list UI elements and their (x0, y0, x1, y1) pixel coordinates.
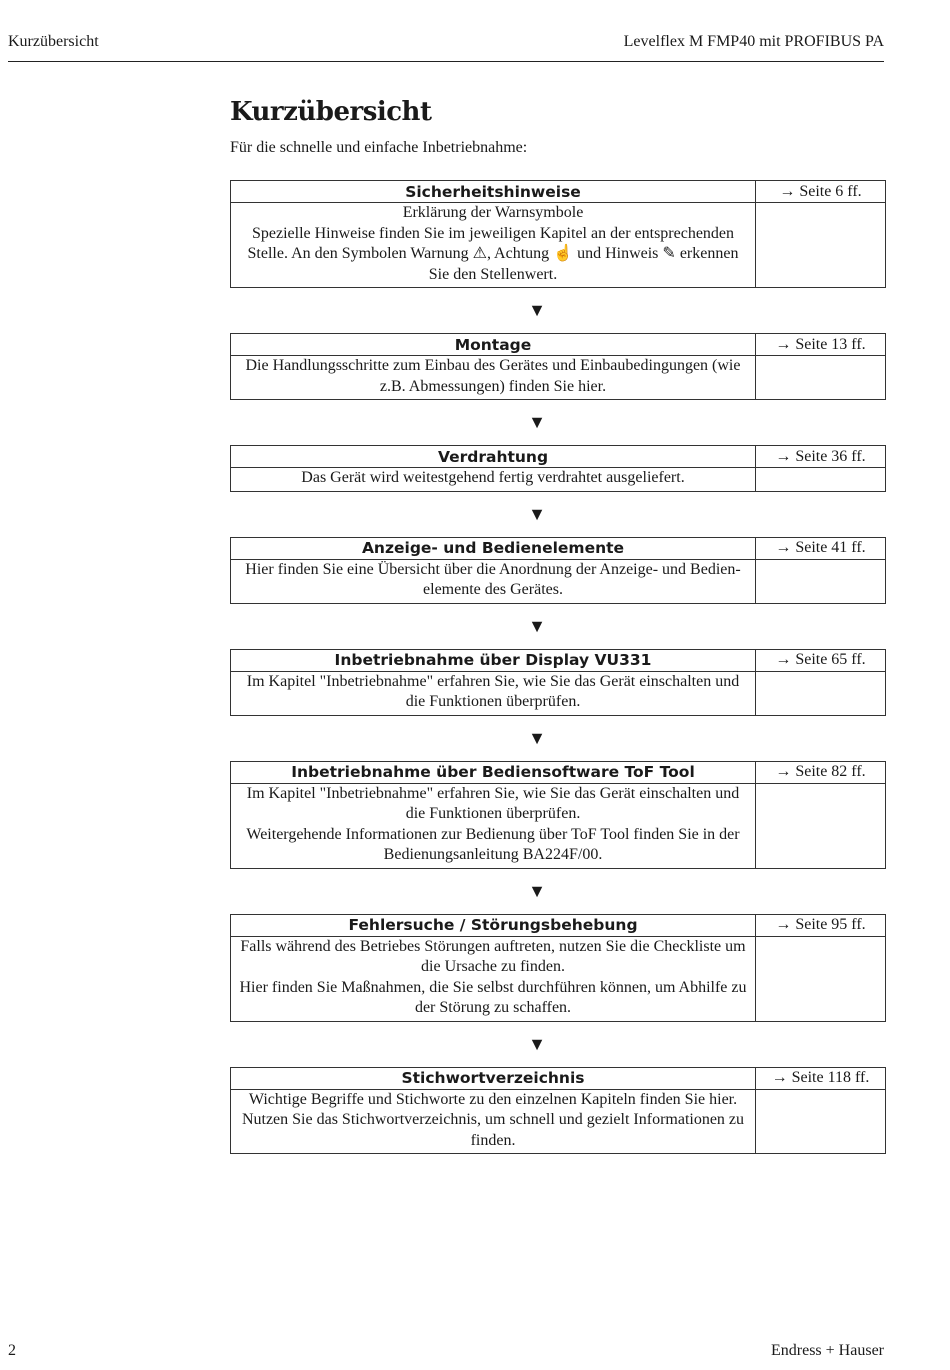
footer-publisher: Endress + Hauser (771, 1342, 884, 1359)
page-number: 2 (8, 1342, 16, 1359)
flow-arrow-down-icon: ▼ (528, 880, 546, 901)
description-line: Spezielle Hinweise finden Sie im jeweiligen Kapitel an der entsprechenden (251, 224, 735, 242)
section-box (230, 649, 886, 716)
section-box (230, 761, 886, 869)
section-empty-cell (756, 783, 886, 868)
description-line: Erklärung der Warnsymbole (402, 204, 584, 221)
section-box (230, 1067, 886, 1155)
description-line: die Funktionen überprüfen. (405, 805, 581, 822)
section-description (231, 356, 756, 400)
overview-flow (230, 180, 886, 1154)
section-title: Stichwortverzeichnis (231, 1067, 756, 1089)
flow-arrow-down-icon: ▼ (528, 503, 546, 524)
description-line: die Ursache zu finden. (421, 958, 565, 975)
description-line: Wichtige Begriffe und Stichworte zu den einzelnen Kapiteln finden Sie hier. (248, 1090, 738, 1108)
page-header (8, 0, 884, 62)
section-box (230, 333, 886, 400)
section-description (231, 671, 756, 715)
main-content (230, 95, 886, 1154)
section-title: Fehlersuche / Störungsbehebung (231, 914, 756, 936)
section-page-reference[interactable]: → Seite 13 ff. (756, 334, 886, 356)
section-page-reference[interactable]: → Seite 95 ff. (756, 914, 886, 936)
flow-arrow-down-icon: ▼ (528, 412, 546, 432)
section-title: Verdrahtung (231, 446, 756, 468)
section-description (231, 559, 756, 603)
section-page-reference[interactable]: → Seite 41 ff. (756, 537, 886, 559)
description-line: Weitergehende Informationen zur Bedienung über ToF Tool finden Sie in der (246, 825, 740, 843)
description-line: die Funktionen überprüfen. (405, 693, 581, 710)
flow-arrow-down-icon: ▼ (528, 300, 546, 320)
section-empty-cell (756, 936, 886, 1021)
section-page-reference[interactable]: → Seite 6 ff. (756, 181, 886, 203)
section-empty-cell (756, 671, 886, 715)
section-title: Sicherheitshinweise (231, 181, 756, 203)
section-empty-cell (756, 559, 886, 603)
description-line: elemente des Gerätes. (423, 581, 563, 598)
section-box (230, 537, 886, 604)
flow-arrow-down-icon: ▼ (528, 727, 546, 748)
section-box (230, 914, 886, 1022)
section-empty-cell (756, 1089, 886, 1154)
page-title: Kurzübersicht (230, 97, 432, 127)
description-line: Im Kapitel "Inbetriebnahme" erfahren Sie, wie Sie das Gerät einschalten und (246, 672, 740, 690)
section-title: Anzeige- und Bedienelemente (231, 537, 756, 559)
header-document-title: Levelflex M FMP40 mit PROFIBUS PA (623, 33, 884, 50)
flow-arrow-down-icon: ▼ (528, 615, 546, 636)
description-line: Stelle. An den Symbolen Warnung ⚠, Achtung ☝ und Hinweis ✎ erkennen (247, 245, 739, 262)
header-section-title: Kurzübersicht (8, 33, 99, 50)
section-page-reference[interactable]: → Seite 36 ff. (756, 446, 886, 468)
description-line: Nutzen Sie das Stichwortverzeichnis, um schnell und gezielt Informationen zu (241, 1111, 745, 1128)
description-line: Bedienungsanleitung BA224F/00. (383, 846, 603, 863)
section-page-reference[interactable]: → Seite 82 ff. (756, 761, 886, 783)
description-line: Das Gerät wird weitestgehend fertig verdrahtet ausgeliefert. (301, 469, 685, 486)
description-line: Sie den Stellenwert. (428, 265, 558, 283)
flow-arrow-down-icon: ▼ (528, 1033, 546, 1054)
section-description (231, 936, 756, 1021)
section-title: Montage (231, 334, 756, 356)
section-title: Inbetriebnahme über Bediensoftware ToF Tool (231, 761, 756, 783)
section-description (231, 1089, 756, 1154)
description-line: Die Handlungsschritte zum Einbau des Gerätes und Einbaubedingungen (wie (245, 357, 741, 374)
section-box (230, 180, 886, 288)
section-empty-cell (756, 468, 886, 492)
description-line: z.B. Abmessungen) finden Sie hier. (379, 377, 607, 395)
description-line: Hier finden Sie Maßnahmen, die Sie selbst durchführen können, um Abhilfe zu (239, 978, 747, 996)
description-line: Im Kapitel "Inbetriebnahme" erfahren Sie, wie Sie das Gerät einschalten und (246, 784, 740, 802)
section-description (231, 783, 756, 868)
description-line: finden. (470, 1131, 516, 1149)
description-line: Hier finden Sie eine Übersicht über die Anordnung der Anzeige- und Bedien- (245, 560, 741, 578)
section-page-reference[interactable]: → Seite 118 ff. (756, 1067, 886, 1089)
description-line: Falls während des Betriebes Störungen auftreten, nutzen Sie die Checkliste um (240, 937, 746, 955)
section-description (231, 468, 756, 492)
section-empty-cell (756, 203, 886, 288)
section-page-reference[interactable]: → Seite 65 ff. (756, 649, 886, 671)
description-line: der Störung zu schaffen. (414, 999, 572, 1016)
section-title: Inbetriebnahme über Display VU331 (231, 649, 756, 671)
section-description (231, 203, 756, 288)
intro-text: Für die schnelle und einfache Inbetriebnahme: (230, 139, 528, 156)
section-empty-cell (756, 356, 886, 400)
section-box (230, 445, 886, 492)
